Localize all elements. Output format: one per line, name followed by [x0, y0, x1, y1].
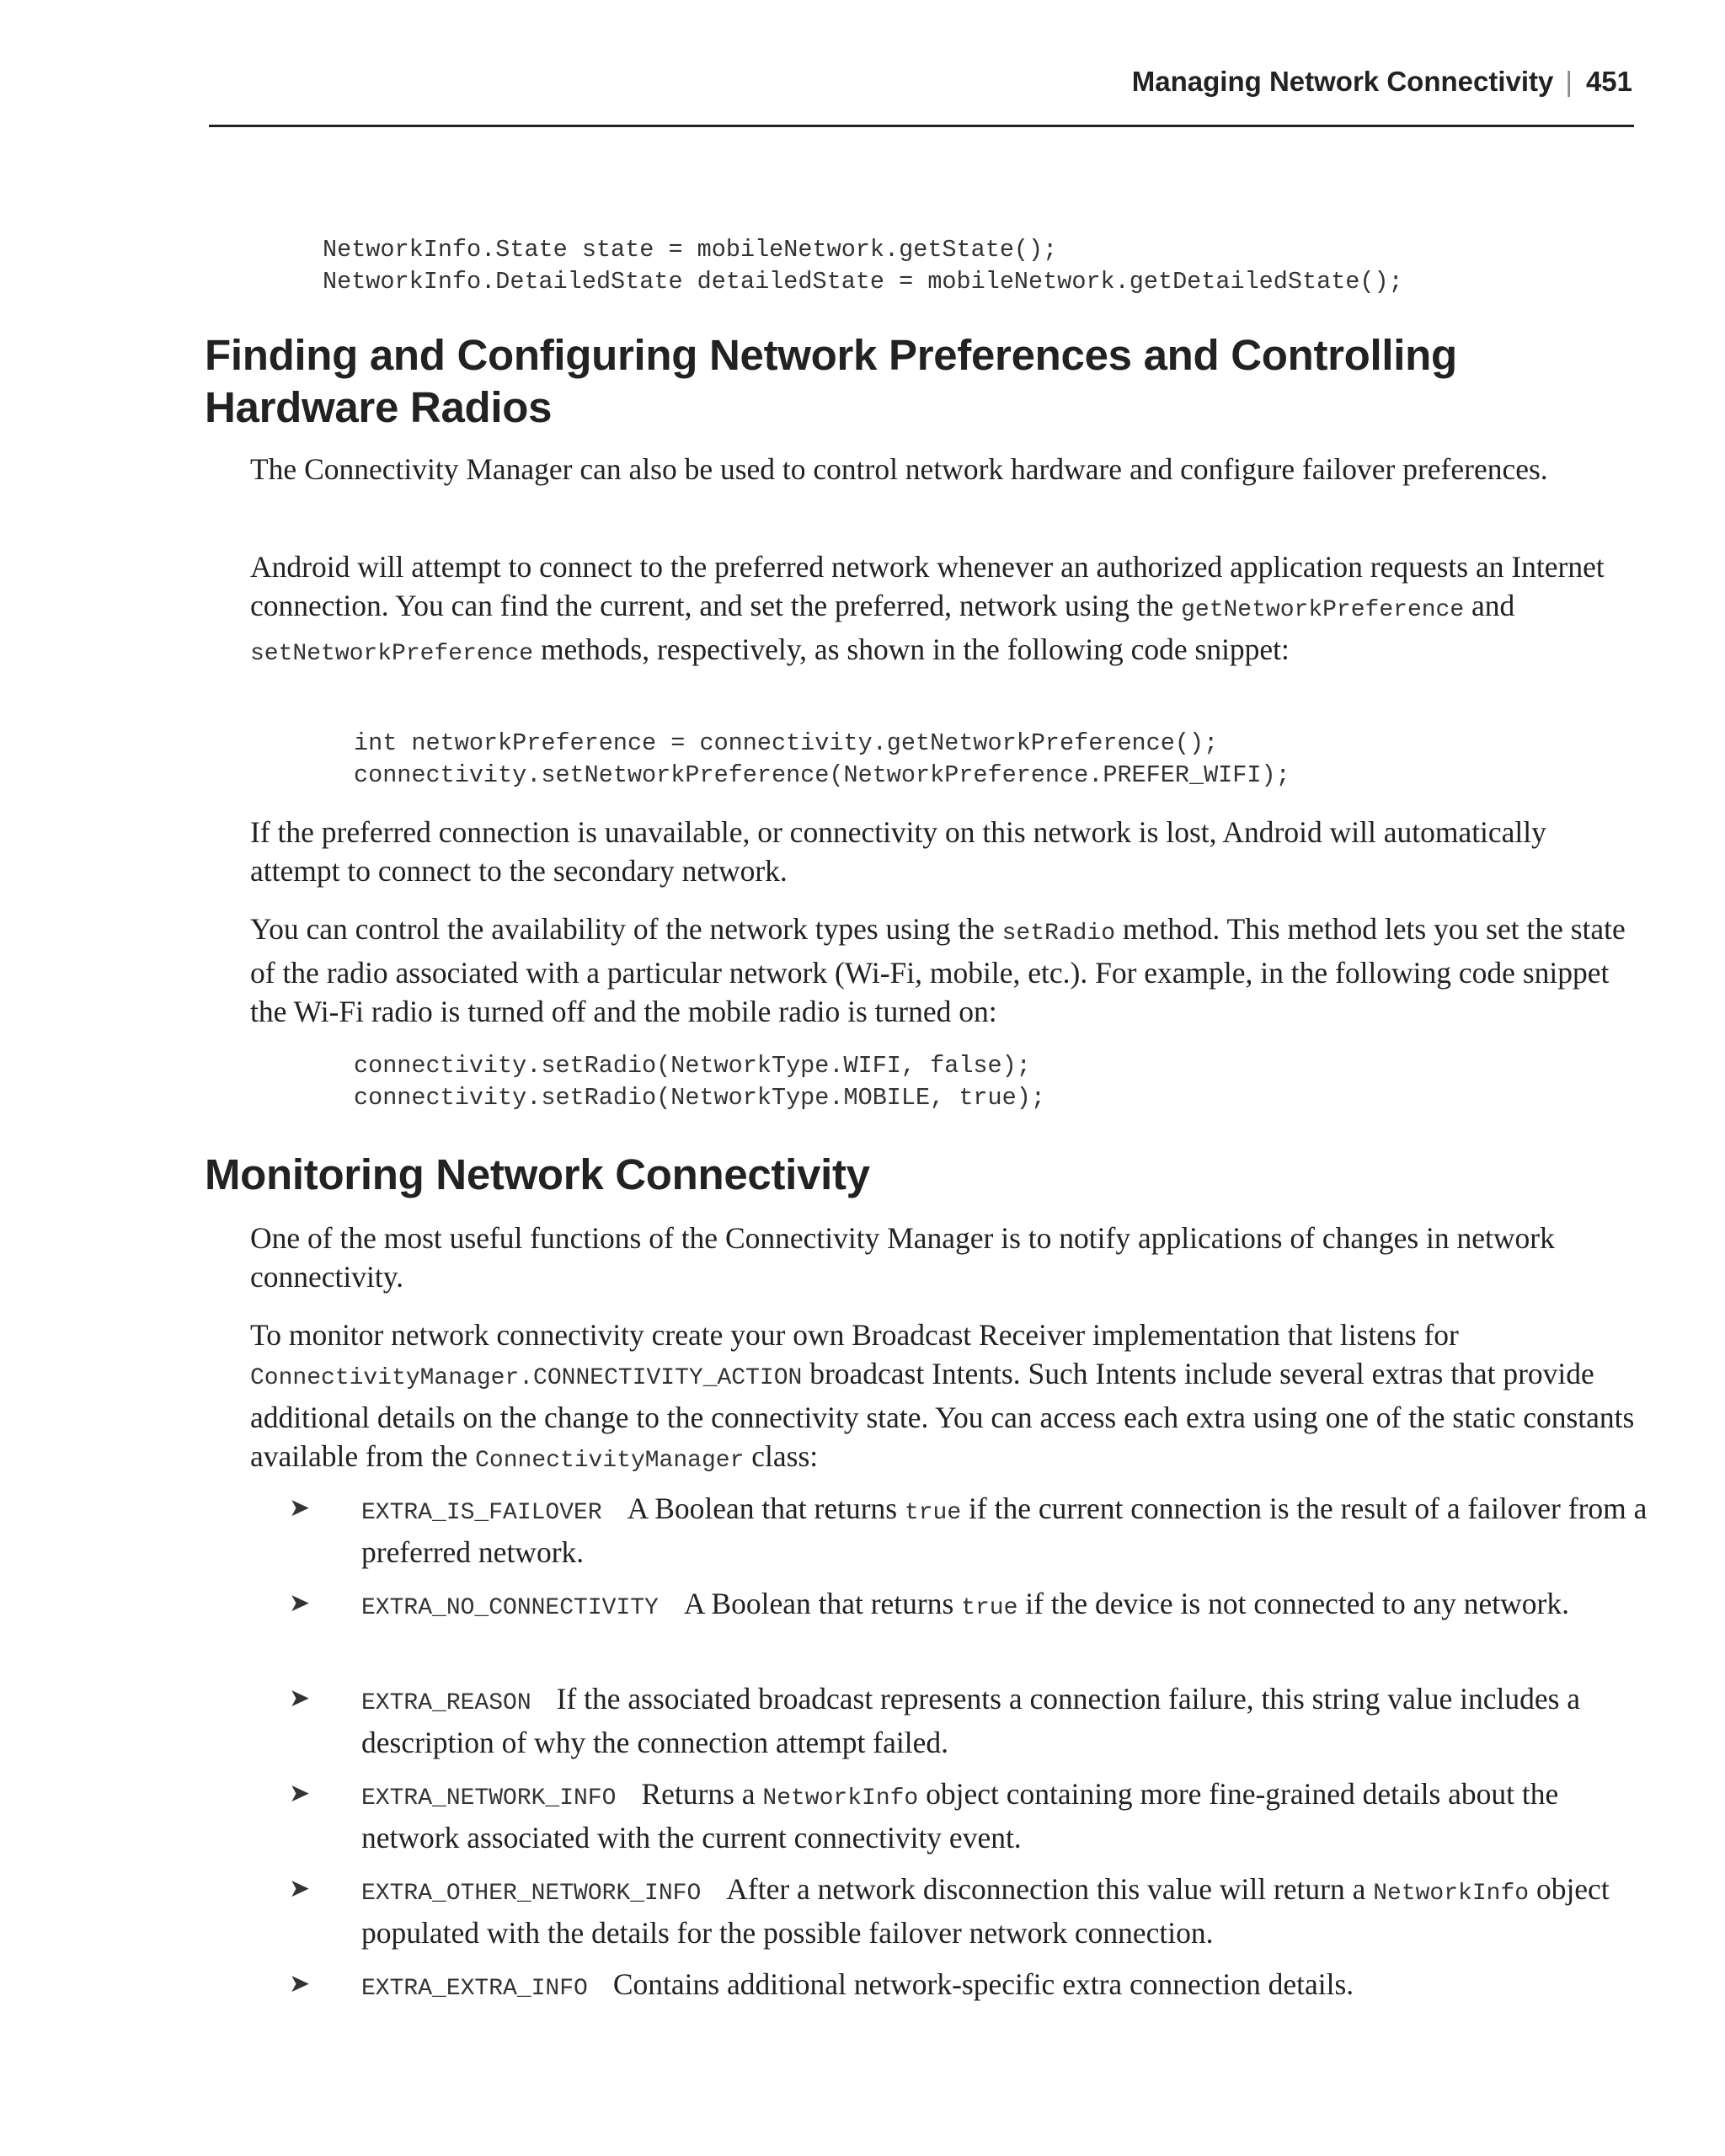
text-run: object populated with the details for the possible failover network connection.	[361, 1872, 1610, 1950]
text-run: and	[1471, 589, 1515, 622]
text-run: To monitor network connectivity create your own Broadcast Receiver implementation that listens for	[250, 1318, 1459, 1352]
heading-line: Hardware Radios	[205, 383, 553, 431]
text-run: method. This method lets you set the state of the radio associated with a particular network (Wi-Fi, mobile, etc.). For example, in the following code snippet the Wi-Fi radio is turned off and the mobile radio is turned on:	[250, 912, 1626, 1028]
code-line: int networkPreference = connectivity.getNetworkPreference();	[354, 729, 1219, 757]
section-heading-network-preferences	[205, 329, 1637, 434]
text-run: if the device is not connected to any network.	[1025, 1587, 1569, 1620]
paragraph	[250, 1315, 1640, 1481]
constant-name: EXTRA_IS_FAILOVER	[361, 1500, 602, 1526]
inline-code: setRadio	[1001, 921, 1116, 947]
list-item-text	[361, 1774, 1658, 1857]
text-run: Contains additional network-specific extra connection details.	[612, 1967, 1354, 2001]
inline-code: setNetworkPreference	[250, 641, 534, 667]
text-run: You can control the availability of the network types using the	[250, 912, 995, 946]
inline-code: NetworkInfo	[1373, 1881, 1530, 1907]
page-number: 451	[1585, 66, 1632, 97]
bullet-arrow-icon: ➤	[289, 1874, 311, 1903]
text-run: Returns a	[641, 1777, 756, 1811]
list-item-text	[361, 1679, 1658, 1762]
paragraph	[250, 547, 1640, 674]
header-separator: |	[1565, 66, 1573, 97]
inline-code: ConnectivityManager	[475, 1448, 745, 1474]
paragraph: The Connectivity Manager can also be used to control network hardware and configure failover preferences.	[250, 452, 1548, 486]
paragraph: If the preferred connection is unavailable, or connectivity on this network is lost, Android will automatically attempt to connect to the secondary network.	[250, 815, 1546, 888]
list-item-text	[361, 1870, 1658, 1952]
paragraph	[250, 910, 1640, 1031]
text-run: Android will attempt to connect to the preferred network whenever an authorized application requests an Internet connection. You can find the current, and set the preferred, network using the	[250, 550, 1605, 622]
inline-code: true	[961, 1595, 1018, 1621]
text-run: object containing more fine-grained details about the network associated with the current connectivity event.	[361, 1777, 1559, 1854]
bullet-arrow-icon: ➤	[289, 1493, 311, 1523]
header-rule	[209, 125, 1634, 127]
code-line: connectivity.setRadio(NetworkType.MOBILE, true);	[354, 1084, 1045, 1112]
constant-name: EXTRA_REASON	[361, 1690, 531, 1716]
list-item-text	[361, 1965, 1658, 2009]
bullet-arrow-icon: ➤	[289, 1588, 311, 1618]
inline-code: ConnectivityManager.CONNECTIVITY_ACTION	[250, 1365, 803, 1391]
text-run: A Boolean that returns	[683, 1587, 954, 1620]
running-title: Managing Network Connectivity	[1131, 66, 1554, 97]
text-run: If the associated broadcast represents a connection failure, this string value includes a description of why the connection attempt failed.	[361, 1682, 1581, 1759]
text-run: class:	[751, 1439, 819, 1473]
code-line: connectivity.setRadio(NetworkType.WIFI, false);	[354, 1052, 1031, 1080]
inline-code: NetworkInfo	[762, 1785, 919, 1812]
code-block-network-preference	[354, 728, 1290, 792]
text-run: if the current connection is the result of a failover from a preferred network.	[361, 1492, 1648, 1569]
code-line: connectivity.setNetworkPreference(NetworkPreference.PREFER_WIFI);	[354, 761, 1290, 789]
bullet-arrow-icon: ➤	[289, 1969, 311, 1999]
heading-line: Finding and Configuring Network Preferences and Controlling	[205, 331, 1457, 379]
code-line: NetworkInfo.State state = mobileNetwork.getState();	[323, 236, 1058, 264]
bullet-arrow-icon: ➤	[289, 1684, 311, 1713]
code-line: NetworkInfo.DetailedState detailedState = mobileNetwork.getDetailedState();	[323, 268, 1403, 296]
inline-code: true	[904, 1500, 962, 1526]
text-run: After a network disconnection this value will return a	[726, 1872, 1366, 1906]
constant-name: EXTRA_NO_CONNECTIVITY	[361, 1595, 659, 1621]
section-heading-monitoring: Monitoring Network Connectivity	[205, 1150, 870, 1198]
text-run: methods, respectively, as shown in the following code snippet:	[540, 632, 1290, 666]
bullet-arrow-icon: ➤	[289, 1779, 311, 1808]
constant-name: EXTRA_EXTRA_INFO	[361, 1976, 588, 2002]
constant-name: EXTRA_NETWORK_INFO	[361, 1785, 617, 1812]
code-block-set-radio	[354, 1050, 1045, 1114]
text-run: A Boolean that returns	[627, 1492, 898, 1525]
paragraph: One of the most useful functions of the Connectivity Manager is to notify applications of changes in network connectivity.	[250, 1221, 1555, 1294]
text-run: broadcast Intents. Such Intents include several extras that provide additional details on the change to the connectivity state. You can access each extra using one of the static constants available from the	[250, 1357, 1635, 1473]
list-item-text	[361, 1489, 1658, 1572]
list-item-text	[361, 1584, 1658, 1628]
code-block-network-state	[323, 234, 1403, 298]
running-header	[1132, 66, 1632, 98]
constant-name: EXTRA_OTHER_NETWORK_INFO	[361, 1881, 702, 1907]
inline-code: getNetworkPreference	[1181, 597, 1465, 623]
